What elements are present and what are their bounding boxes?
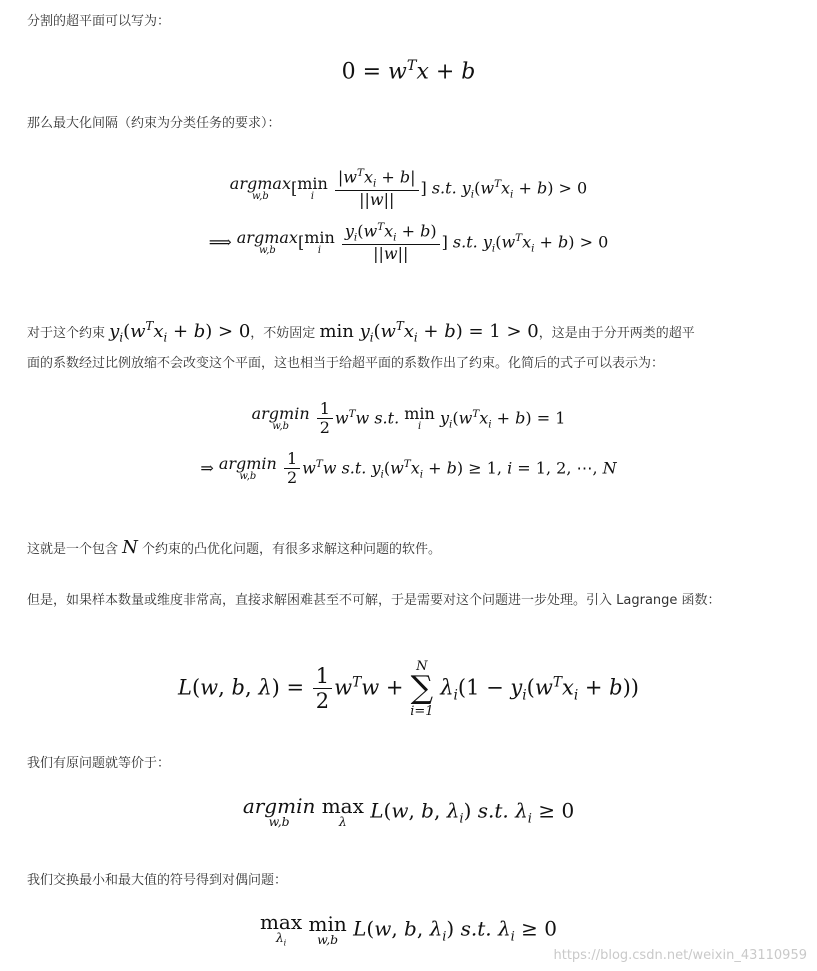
paragraph-maximize-margin: 那么最大化间隔（约束为分类任务的要求）：	[27, 116, 281, 131]
inline-math-N: N	[122, 537, 138, 558]
inline-math-fixed: $\min y_i(w^Tx_i + b) = 1 > 0$	[319, 319, 539, 345]
paragraph-convex-problem: 这就是一个包含 N 个约束的凸优化问题，有很多求解这种问题的软件。	[27, 537, 442, 558]
paragraph-hyperplane-intro: 分割的超平面可以写为：	[27, 14, 171, 29]
watermark-text: https://blog.csdn.net/weixin_43110959	[553, 948, 807, 963]
equation-dual: max $\lambda_i$ min w,b L(w, b, $\lambda_i$) s.t. $\lambda_i \ge 0$	[259, 910, 558, 948]
equation-lagrangian: L(w, b, λ) = $\frac{1}{2}$ $w^Tw$ + N ∑ i=1 $\lambda_i(1 - y_i(w^Tx_i + b))$	[178, 659, 639, 719]
paragraph-dual-problem: 我们交换最小和最大值的符号得到对偶问题：	[27, 873, 288, 888]
paragraph-lagrange-intro: 但是，如果样本数量或维度非常高，直接求解困难甚至不可解，于是需要对这个问题进一步处理。引入 Lagrange 函数：	[27, 593, 721, 608]
inline-math-constraint: $y_i(w^Tx_i + b) > 0$	[109, 319, 251, 345]
equation-hyperplane: $0 = w^Tx + b$	[341, 58, 476, 85]
paragraph-primal-equivalent: 我们有原问题就等价于：	[27, 756, 171, 771]
equation-primal: argmin w,b max λ L(w, b, $\lambda_i$) s.t. $\lambda_i \ge 0$	[242, 794, 575, 829]
paragraph-constraint-fix: 对于这个约束 $y_i(w^Tx_i + b) > 0$，不妨固定 $\min y_i(w^Tx_i + b) = 1 > 0$，这是由于分开两类的超平 面的系数经过比例放缩不会改变这个平面，这也相当于给超平面的系数作出了约束。化简后的式子可以表示为：	[27, 319, 695, 371]
equation-argmin-simplified: argmin w,b $\frac{1}{2}$ $w^Tw$ s.t. min i $y_i(w^Tx_i + b) = 1$ ⇒ argmin w,b $\frac{1}{2}$ $w^Tw$ s.t. $y_i(w^Tx_i + b) \ge 1$, i = 1, 2, ⋯, N	[200, 399, 617, 488]
equation-argmax-margin: argmax w,b [ min i $\frac{|w^Tx_i + b|}{||w||}$ ] s.t. $y_i(w^Tx_i + b) > 0$ ⟹ argmax w,b [ min i $\frac{y_i(w^Tx_i + b)}{||w||}$ ] s.t. $y_i(w^Tx_i + b) > 0$	[208, 167, 609, 264]
